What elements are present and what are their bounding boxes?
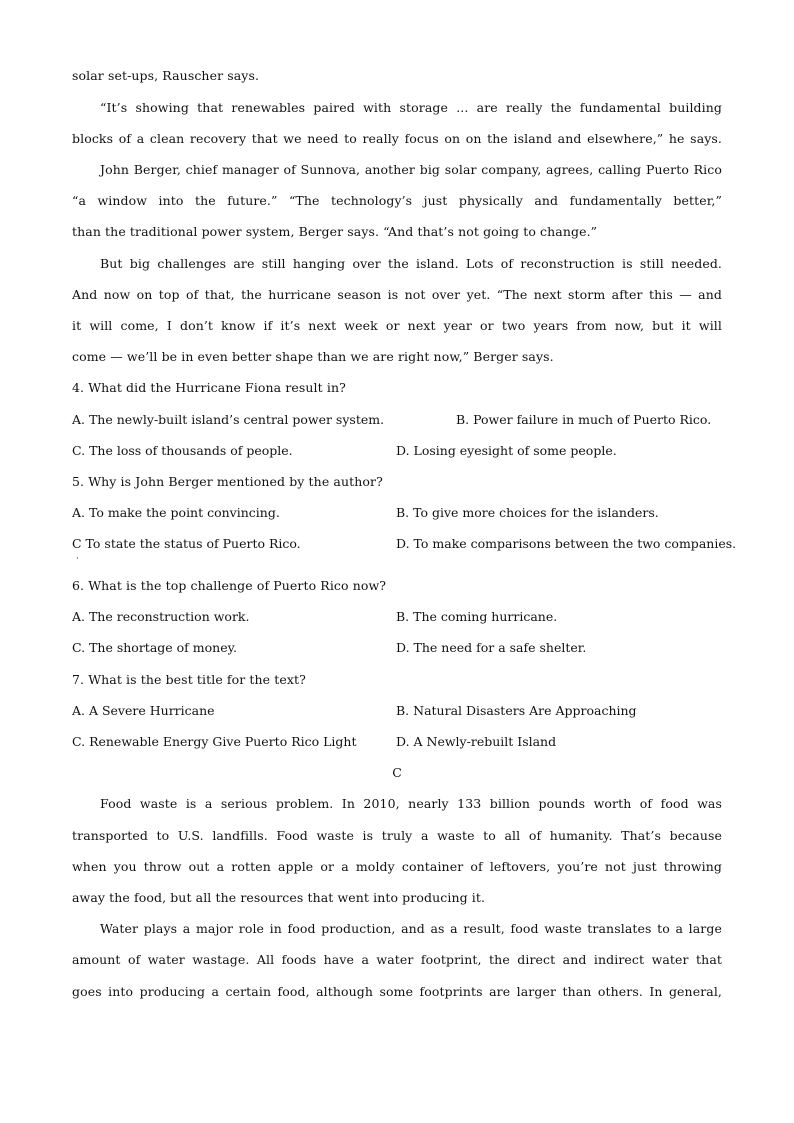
- passage-line: than the traditional power system, Berger says. “And that’s not going to change.”: [72, 224, 598, 239]
- passage-line: And now on top of that, the hurricane season is not over yet. “The next storm after this — and: [72, 287, 722, 302]
- passage-line: John Berger, chief manager of Sunnova, another big solar company, agrees, calling Puerto Rico: [100, 162, 722, 177]
- option-c: C. The loss of thousands of people.: [72, 443, 293, 458]
- passage-line: transported to U.S. landfills. Food waste is truly a waste to all of humanity. That’s because: [72, 828, 722, 843]
- option-d: D. The need for a safe shelter.: [396, 640, 587, 655]
- option-b: B. Power failure in much of Puerto Rico.: [456, 412, 712, 427]
- option-b: B. Natural Disasters Are Approaching: [396, 703, 637, 718]
- passage-line: Water plays a major role in food production, and as a result, food waste translates to a large: [100, 921, 722, 936]
- option-d: D. Losing eyesight of some people.: [396, 443, 617, 458]
- question-stem: 7. What is the best title for the text?: [72, 672, 306, 687]
- option-b: B. The coming hurricane.: [396, 609, 558, 624]
- option-c: C. Renewable Energy Give Puerto Rico Light: [72, 734, 357, 749]
- stray-mark: ·: [76, 554, 79, 564]
- option-a: A. A Severe Hurricane: [72, 703, 215, 718]
- question-stem: 4. What did the Hurricane Fiona result in?: [72, 380, 346, 395]
- question-stem: 6. What is the top challenge of Puerto Rico now?: [72, 578, 387, 593]
- passage-line: goes into producing a certain food, although some footprints are larger than others. In general,: [72, 984, 722, 999]
- passage-line: “a window into the future.” “The technology’s just physically and fundamentally better,”: [72, 193, 722, 208]
- question-stem: 5. Why is John Berger mentioned by the author?: [72, 474, 383, 489]
- passage-line: when you throw out a rotten apple or a moldy container of leftovers, you’re not just throwing: [72, 859, 722, 874]
- option-d: D. A Newly-rebuilt Island: [396, 734, 557, 749]
- option-c: C To state the status of Puerto Rico.: [72, 536, 301, 551]
- passage-line: “It’s showing that renewables paired with storage ... are really the fundamental building: [100, 100, 722, 115]
- option-d: D. To make comparisons between the two companies.: [396, 536, 737, 551]
- passage-line: Food waste is a serious problem. In 2010, nearly 133 billion pounds worth of food was: [100, 796, 722, 811]
- option-a: A. To make the point convincing.: [72, 505, 280, 520]
- passage-line: amount of water wastage. All foods have a water footprint, the direct and indirect water that: [72, 952, 722, 967]
- option-c: C. The shortage of money.: [72, 640, 237, 655]
- passage-line: solar set-ups, Rauscher says.: [72, 68, 260, 83]
- option-a: A. The reconstruction work.: [72, 609, 250, 624]
- passage-line: blocks of a clean recovery that we need to really focus on on the island and elsewhere,” he says.: [72, 131, 722, 146]
- passage-line: But big challenges are still hanging over the island. Lots of reconstruction is still needed.: [100, 256, 722, 271]
- passage-line: away the food, but all the resources that went into producing it.: [72, 890, 486, 905]
- passage-line: it will come, I don’t know if it’s next week or next year or two years from now, but it will: [72, 318, 722, 333]
- option-b: B. To give more choices for the islanders.: [396, 505, 659, 520]
- section-heading: C: [392, 765, 402, 780]
- passage-line: come — we’ll be in even better shape than we are right now,” Berger says.: [72, 349, 554, 364]
- option-a: A. The newly-built island’s central power system.: [72, 412, 385, 427]
